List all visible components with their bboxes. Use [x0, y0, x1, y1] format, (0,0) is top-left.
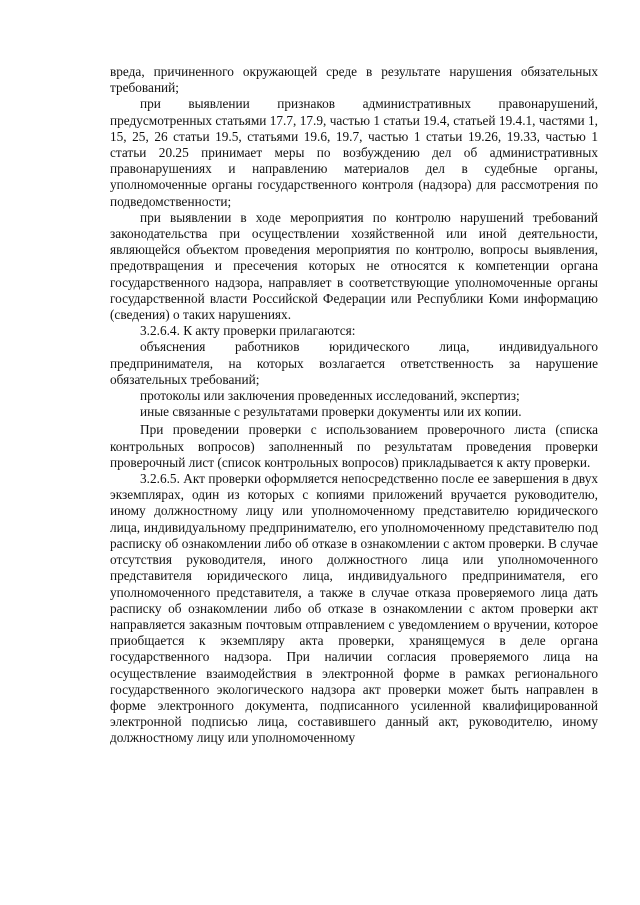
paragraph-checklist: При проведении проверки с использованием проверочного листа (списка контрольных вопросов) заполненный по результатам проведения проверки проверочный лист (список контрольных вопросов) прикладывается к акту проверки.: [110, 422, 598, 470]
paragraph-administrative-offenses: при выявлении признаков административных правонарушений, предусмотренных статьями 17.7, 17.9, частью 1 статьи 19.4, статьей 19.4.1, частями 1, 15, 25, 26 статьи 19.5, статьями 19.6, 19.7, частью 1 статьи 19.26, 19.33, частью 1 статьи 20.25 принимает меры по возбуждению дел об административных правонарушениях и направлению материалов дел в судебные органы, уполномоченные органы государственного контроля (надзора) для рассмотрения по подведомственности;: [110, 96, 598, 209]
paragraph-harm-continuation: вреда, причиненного окружающей среде в результате нарушения обязательных требований;: [110, 64, 598, 96]
paragraph-violations-outside-competence: при выявлении в ходе мероприятия по контролю нарушений требований законодательства при осуществлении хозяйственной или иной деятельности, являющейся объектом проведения мероприятия по контролю, вопросы выявления, предотвращения и пресечения которых не относятся к компетенции органа государственного надзора, направляет в соответствующие уполномоченные органы государственной власти Российской Федерации или Республики Коми информацию (сведения) о таких нарушениях.: [110, 209, 598, 323]
paragraph-3-2-6-5-inspection-act: 3.2.6.5. Акт проверки оформляется непосредственно после ее завершения в двух экземплярах, один из которых с копиями приложений вручается руководителю, иному должностному лицу или уполномоченному представителю юридического лица, индивидуальному предпринимателю, его уполномоченному представителю под расписку об ознакомлении либо об отказе в ознакомлении с актом проверки. В случае отсутствия руководителя, иного должностного лица или уполномоченного представителя юридического лица, индивидуального предпринимателя, его уполномоченного представителя, а также в случае отказа проверяемого лица дать расписку об ознакомлении либо об отказе в ознакомлении с актом проверки акт направляется заказным почтовым отправлением с уведомлением о вручении, которое приобщается к экземпляру акта проверки, хранящемуся в деле органа государственного надзора. При наличии согласия проверяемого лица на осуществление взаимодействия в электронной форме в рамках регионального государственного экологического надзора акт проверки может быть направлен в форме электронного документа, подписанного усиленной квалифицированной электронной подписью лица, составившего данный акт, руководителю, иному должностному лицу или уполномоченному: [110, 471, 598, 746]
paragraph-3-2-6-4-heading: 3.2.6.4. К акту проверки прилагаются:: [140, 323, 356, 339]
paragraph-employee-explanations: объяснения работников юридического лица, индивидуального предпринимателя, на которых возлагается ответственность за нарушение обязательных требований;: [110, 339, 598, 387]
paragraph-other-documents: иные связанные с результатами проверки документы или их копии.: [140, 404, 522, 420]
document-page: [110, 64, 598, 747]
paragraph-protocols: протоколы или заключения проведенных исследований, экспертиз;: [140, 388, 520, 404]
